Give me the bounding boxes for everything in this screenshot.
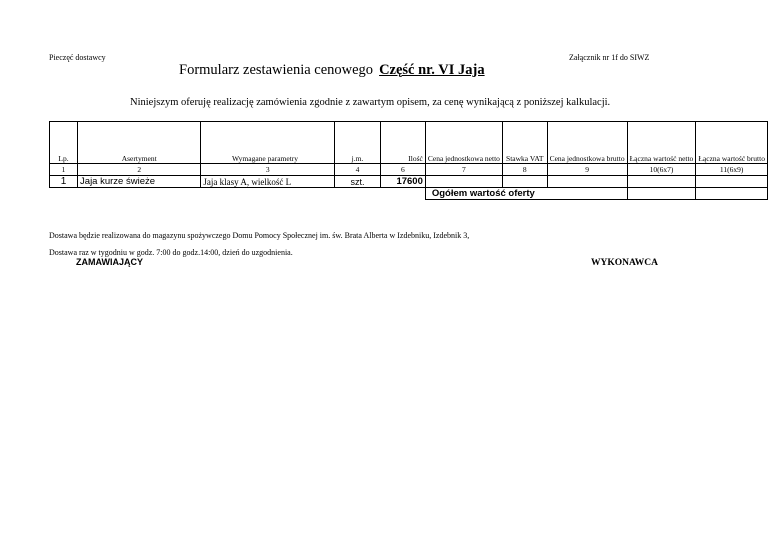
row-total-net-cell[interactable] — [627, 176, 696, 188]
intro-text: Niniejszym oferuję realizację zamówienia zgodnie z zawartym opisem, za cenę wynikającą z poniższej kalkulacji. — [130, 97, 611, 108]
header-vat: Stawka VAT — [502, 122, 547, 164]
column-number: 7 — [425, 164, 502, 176]
supplier-stamp-label: Pieczęć dostawcy — [49, 53, 106, 62]
header-total-gross: Łączna wartość brutto — [696, 122, 768, 164]
row-net-price-cell[interactable] — [425, 176, 502, 188]
title-part: Część nr. VI Jaja — [379, 62, 485, 78]
column-number: 11(6x9) — [696, 164, 768, 176]
row-lp: 1 — [50, 176, 78, 188]
page-title — [179, 62, 485, 79]
row-total-gross-cell[interactable] — [696, 176, 768, 188]
column-number: 6 — [380, 164, 425, 176]
row-vat-cell[interactable] — [502, 176, 547, 188]
column-number: 9 — [547, 164, 627, 176]
header-gross-price: Cena jednostkowa brutto — [547, 122, 627, 164]
total-label: Ogółem wartość oferty — [425, 188, 627, 200]
attachment-label: Załącznik nr 1f do SIWZ — [569, 53, 650, 62]
contractor-label: WYKONAWCA — [591, 258, 659, 268]
header-qty: Ilość — [380, 122, 425, 164]
total-row — [50, 188, 768, 200]
column-number: 8 — [502, 164, 547, 176]
client-label: ZAMAWIAJĄCY — [76, 257, 143, 267]
header-params: Wymagane parametry — [201, 122, 335, 164]
row-unit: szt. — [335, 176, 381, 188]
header-unit: j.m. — [335, 122, 381, 164]
column-number: 3 — [201, 164, 335, 176]
schedule-note: Dostawa raz w tygodniu w godz. 7:00 do godz.14:00, dzień do uzgodnienia. — [49, 248, 293, 257]
table-header-row — [50, 122, 768, 164]
row-params: Jaja klasy A, wielkość L — [201, 176, 335, 188]
header-item: Asertyment — [78, 122, 201, 164]
column-number: 10(6x7) — [627, 164, 696, 176]
column-number: 1 — [50, 164, 78, 176]
header-lp: Lp. — [50, 122, 78, 164]
header-total-net: Łączna wartość netto — [627, 122, 696, 164]
column-number: 4 — [335, 164, 381, 176]
column-number: 2 — [78, 164, 201, 176]
table-row — [50, 176, 768, 188]
total-net-cell[interactable] — [627, 188, 696, 200]
column-number-row — [50, 164, 768, 176]
title-prefix: Formularz zestawienia cenowego — [179, 62, 374, 78]
row-item: Jaja kurze świeże — [78, 176, 201, 188]
price-table — [49, 121, 768, 200]
header-net-price: Cena jednostkowa netto — [425, 122, 502, 164]
row-qty: 17600 — [380, 176, 425, 188]
row-gross-price-cell[interactable] — [547, 176, 627, 188]
delivery-note: Dostawa będzie realizowana do magazynu spożywczego Domu Pomocy Społecznej im. św. Brata Alberta w Izdebniku, Izdebnik 3, — [49, 231, 470, 240]
total-gross-cell[interactable] — [696, 188, 768, 200]
